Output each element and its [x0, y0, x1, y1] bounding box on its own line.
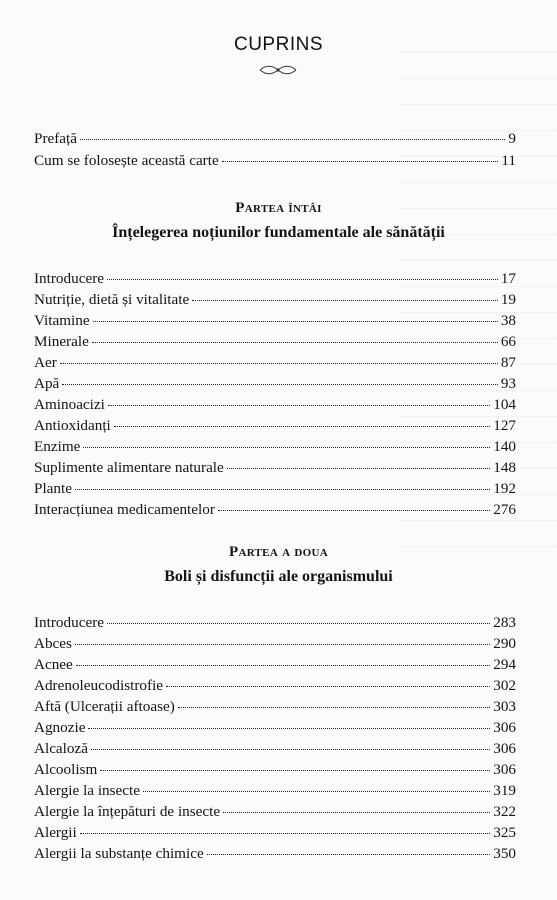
- dot-leader: [92, 342, 498, 343]
- toc-entry[interactable]: [34, 845, 516, 865]
- toc-entry[interactable]: [34, 824, 516, 844]
- entry-label: Antioxidanți: [34, 417, 111, 434]
- entry-page: 283: [493, 614, 516, 631]
- toc-entry[interactable]: [34, 719, 516, 739]
- entry-page: 87: [500, 354, 516, 371]
- entry-label: Aer: [34, 354, 57, 371]
- toc-entry[interactable]: [34, 698, 516, 718]
- toc-entry[interactable]: [34, 501, 516, 521]
- toc-entry[interactable]: [34, 130, 516, 150]
- entry-label: Adrenoleucodistrofie: [34, 677, 164, 694]
- entry-page: 104: [493, 396, 516, 413]
- entry-label: Alergii la substanțe chimice: [34, 845, 204, 862]
- dot-leader: [62, 384, 498, 385]
- dot-leader: [166, 686, 490, 687]
- entry-label: Agnozie: [34, 719, 86, 736]
- toc-entry[interactable]: [34, 803, 516, 823]
- entry-page: 17: [500, 270, 516, 287]
- dot-leader: [107, 623, 490, 624]
- toc-entry[interactable]: [34, 614, 516, 634]
- toc-entry[interactable]: [34, 782, 516, 802]
- entry-page: 325: [493, 824, 516, 841]
- entry-label: Enzime: [34, 438, 81, 455]
- entry-label: Vitamine: [34, 312, 90, 329]
- part-one-heading: Partea întâi: [235, 200, 322, 216]
- dot-leader: [227, 468, 490, 469]
- entry-page: 302: [493, 677, 516, 694]
- dot-leader: [91, 749, 490, 750]
- entry-page: 306: [493, 761, 516, 778]
- entry-page: 93: [500, 375, 516, 392]
- entry-page: 38: [500, 312, 516, 329]
- dot-leader: [108, 405, 490, 406]
- toc-entry[interactable]: [34, 761, 516, 781]
- dot-leader: [114, 426, 490, 427]
- toc-entry[interactable]: [34, 480, 516, 500]
- entry-page: 140: [493, 438, 516, 455]
- entry-page: 290: [493, 635, 516, 652]
- dot-leader: [218, 510, 490, 511]
- toc-entry[interactable]: [34, 417, 516, 437]
- entry-label: Abces: [34, 635, 72, 652]
- entry-page: 11: [501, 152, 516, 169]
- entry-page: 350: [493, 845, 516, 862]
- part-two-subtitle: Boli și disfuncții ale organismului: [164, 568, 393, 585]
- dot-leader: [80, 139, 505, 140]
- toc-entry[interactable]: [34, 677, 516, 697]
- entry-label: Minerale: [34, 333, 89, 350]
- toc-entry[interactable]: [34, 438, 516, 458]
- entry-label: Alergii: [34, 824, 77, 841]
- entry-page: 127: [493, 417, 516, 434]
- toc-entry[interactable]: [34, 635, 516, 655]
- page-title: CUPRINS: [233, 34, 323, 55]
- toc-entry[interactable]: [34, 375, 516, 395]
- entry-page: 192: [493, 480, 516, 497]
- toc-entry[interactable]: [34, 740, 516, 760]
- entry-label: Apă: [34, 375, 60, 392]
- toc-entry[interactable]: [34, 656, 516, 676]
- part-two-heading: Partea a doua: [228, 544, 328, 560]
- toc-entry[interactable]: [34, 270, 516, 290]
- entry-page: 276: [493, 501, 516, 518]
- dot-leader: [88, 728, 490, 729]
- dot-leader: [60, 363, 498, 364]
- entry-page: 306: [493, 719, 516, 736]
- entry-page: 322: [493, 803, 516, 820]
- entry-label: Aftă (Ulcerații aftoase): [34, 698, 175, 715]
- entry-page: 306: [493, 740, 516, 757]
- dot-leader: [83, 447, 490, 448]
- dot-leader: [75, 489, 490, 490]
- entry-label: Prefață: [34, 130, 78, 147]
- dot-leader: [143, 791, 490, 792]
- dot-leader: [222, 161, 499, 162]
- entry-page: 294: [493, 656, 516, 673]
- entry-page: 303: [493, 698, 516, 715]
- dot-leader: [178, 707, 490, 708]
- entry-page: 148: [493, 459, 516, 476]
- entry-label: Aminoacizi: [34, 396, 105, 413]
- entry-label: Cum se folosește această carte: [34, 152, 219, 169]
- toc-entry[interactable]: [34, 152, 516, 172]
- entry-label: Nutriție, dietă și vitalitate: [34, 291, 190, 308]
- entry-page: 19: [500, 291, 516, 308]
- dot-leader: [80, 833, 490, 834]
- dot-leader: [223, 812, 490, 813]
- entry-label: Acnee: [34, 656, 73, 673]
- toc-entry[interactable]: [34, 354, 516, 374]
- dot-leader: [107, 279, 498, 280]
- entry-label: Alergie la insecte: [34, 782, 140, 799]
- dot-leader: [76, 665, 490, 666]
- entry-label: Interacțiunea medicamentelor: [34, 501, 215, 518]
- dot-leader: [207, 854, 491, 855]
- dot-leader: [192, 300, 498, 301]
- entry-label: Alcaloză: [34, 740, 88, 757]
- toc-entry[interactable]: [34, 459, 516, 479]
- toc-entry[interactable]: [34, 312, 516, 332]
- dot-leader: [75, 644, 490, 645]
- toc-entry[interactable]: [34, 333, 516, 353]
- entry-page: 66: [500, 333, 516, 350]
- entry-label: Introducere: [34, 270, 104, 287]
- entry-page: 9: [508, 130, 516, 147]
- entry-label: Alergie la înțepături de insecte: [34, 803, 221, 820]
- dot-leader: [93, 321, 498, 322]
- entry-label: Introducere: [34, 614, 104, 631]
- dot-leader: [100, 770, 490, 771]
- part-one-subtitle: Înțelegerea noțiunilor fundamentale ale sănătății: [112, 224, 445, 241]
- entry-label: Plante: [34, 480, 72, 497]
- toc-entry[interactable]: [34, 396, 516, 416]
- entry-label: Suplimente alimentare naturale: [34, 459, 224, 476]
- ornament-icon: [258, 64, 298, 76]
- toc-entry[interactable]: [34, 291, 516, 311]
- entry-page: 319: [493, 782, 516, 799]
- entry-label: Alcoolism: [34, 761, 98, 778]
